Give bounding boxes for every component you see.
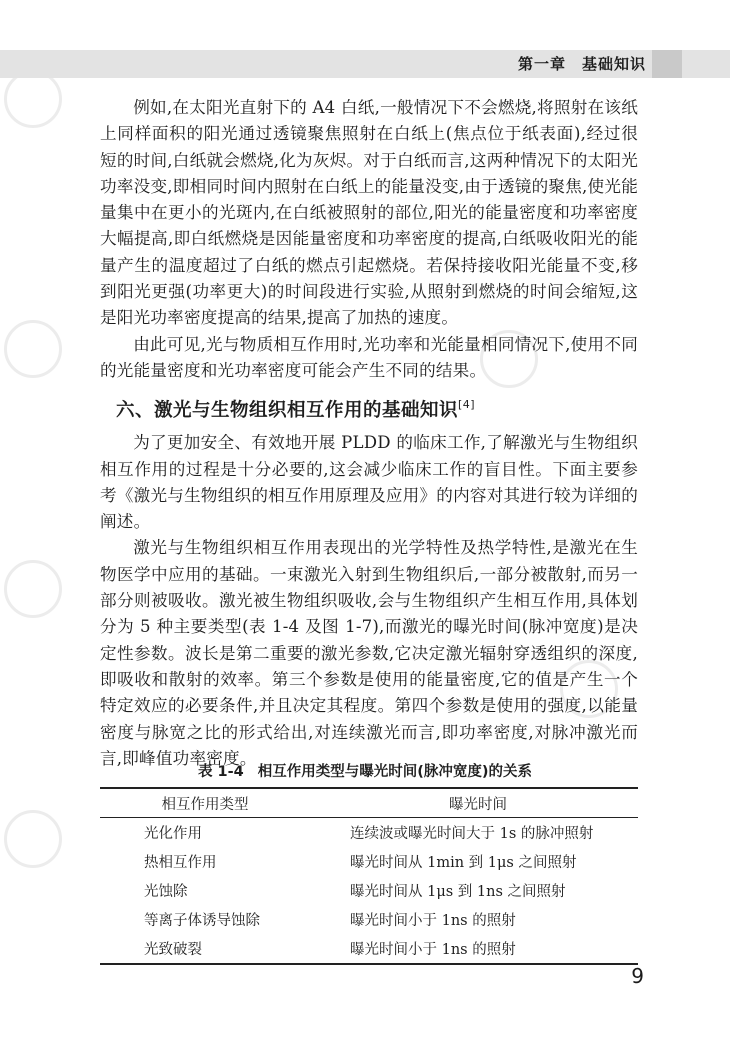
table-cell: 光蚀除 [144, 884, 188, 900]
table-number: 表 1-4 [197, 764, 244, 780]
watermark-seal [4, 320, 62, 378]
table-title: 相互作用类型与曝光时间(脉冲宽度)的关系 [257, 764, 532, 780]
page-number: 9 [631, 964, 644, 988]
table-row [100, 847, 638, 876]
table-header-row [100, 788, 638, 818]
table-row [100, 818, 638, 848]
paragraph: 为了更加安全、有效地开展 PLDD 的临床工作,了解激光与生物组织相互作用的过程是十分必要的,这会减少临床工作的盲目性。下面主要参考《激光与生物组织的相互作用原理及应用》的内容对其进行较为详细的阐述。 [100, 433, 638, 532]
table-cell: 光化作用 [144, 826, 202, 842]
paragraph: 例如,在太阳光直射下的 A4 白纸,一般情况下不会燃烧,将照射在该纸上同样面积的阳光通过透镜聚焦照射在白纸上(焦点位于纸表面),经过很短的时间,白纸就会燃烧,化为灰烬。对于白纸而言,这两种情况下的太阳光功率没变,即相同时间内照射在白纸上的能量没变,由于透镜的聚焦,使光能量集中在更小的光斑内,在白纸被照射的部位,阳光的能量密度和功率密度大幅提高,即白纸燃烧是因能量密度和功率密度的提高,白纸吸收阳光的能量产生的温度超过了白纸的燃点引起燃烧。若保持接收阳光能量不变,移到阳光更强(功率更大)的时间段进行实验,从照射到燃烧的时间会缩短,这是阳光功率密度提高的结果,提高了加热的速度。 [100, 98, 638, 328]
column-header: 曝光时间 [310, 788, 638, 818]
section-heading-text: 六、激光与生物组织相互作用的基础知识 [116, 400, 459, 422]
section-reference: [4] [458, 398, 476, 412]
table-row [100, 934, 638, 964]
table-cell: 光致破裂 [100, 934, 310, 964]
table-cell: 曝光时间从 1min 到 1μs 之间照射 [350, 855, 577, 871]
table-cell: 曝光时间从 1μs 到 1ns 之间照射 [350, 884, 566, 900]
table-cell: 热相互作用 [144, 855, 217, 871]
table-cell: 曝光时间小于 1ns 的照射 [350, 913, 516, 929]
watermark-seal [4, 810, 62, 868]
watermark-seal [4, 70, 62, 128]
section-heading [116, 396, 638, 422]
table-cell: 曝光时间小于 1ns 的照射 [310, 934, 638, 964]
table-row [100, 876, 638, 905]
chapter-title: 第一章 基础知识 [517, 55, 646, 73]
table-caption [0, 760, 730, 781]
table-row [100, 905, 638, 934]
main-content [100, 95, 638, 772]
header-tab [652, 50, 682, 78]
column-header: 相互作用类型 [100, 788, 310, 818]
paragraph: 激光与生物组织相互作用表现出的光学特性及热学特性,是激光在生物医学中应用的基础。一束激光入射到生物组织后,一部分被散射,而另一部分则被吸收。激光被生物组织吸收,会与生物组织产生相互作用,具体划分为 5 种主要类型(表 1-4 及图 1-7),而激光的曝光时间(脉冲宽度)是决定性参数。波长是第二重要的激光参数,它决定激光辐射穿透组织的深度,即吸收和散射的效率。第三个参数是使用的能量密度,它的值是产生一个特定效应的必要条件,并且决定其程度。第四个参数是使用的强度,以能量密度与脉宽之比的形式给出,对连续激光而言,即功率密度,对脉冲激光而言,即峰值功率密度。 [100, 538, 638, 768]
watermark-seal [4, 560, 62, 618]
table-cell: 等离子体诱导蚀除 [144, 913, 260, 929]
table-cell: 连续波或曝光时间大于 1s 的脉冲照射 [350, 826, 594, 842]
paragraph: 由此可见,光与物质相互作用时,光功率和光能量相同情况下,使用不同的光能量密度和光功率密度可能会产生不同的结果。 [100, 334, 638, 380]
interaction-table [100, 787, 638, 965]
